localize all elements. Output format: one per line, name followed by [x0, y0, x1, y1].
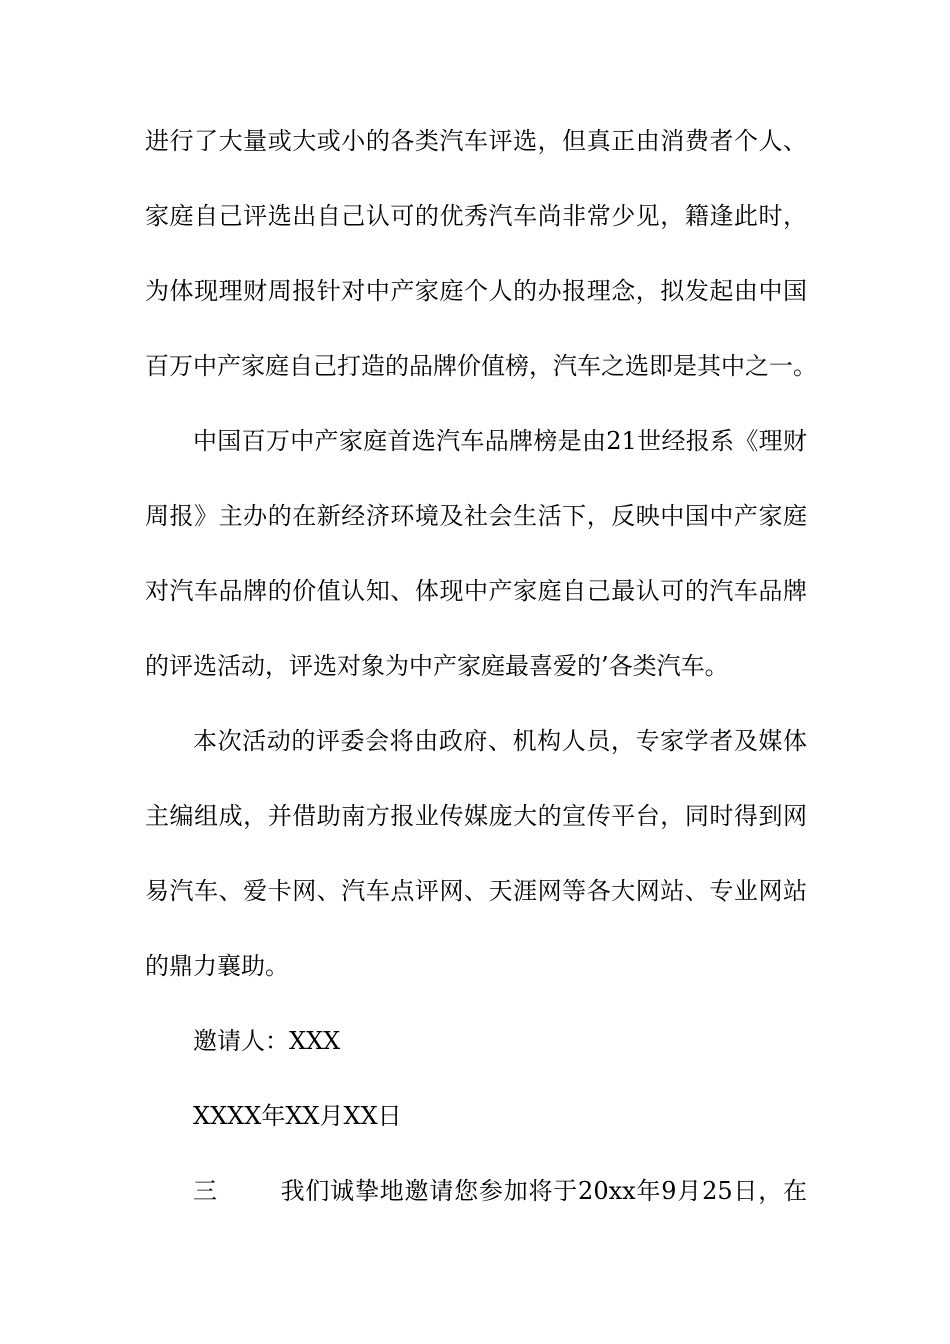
document-body [145, 104, 817, 1229]
date-line: XXXX年XX月XX日 [193, 1102, 402, 1130]
paragraph-3 [145, 704, 807, 1004]
paragraph-line: 主编组成，并借助南方报业传媒庞大的宣传平台，同时得到网 [145, 802, 807, 830]
paragraph-line: 易汽车、爱卡网、汽车点评网、天涯网等各大网站、专业网站 [145, 877, 807, 905]
paragraph-line: 进行了大量或大或小的各类汽车评选，但真正由消费者个人、 [145, 127, 807, 155]
paragraph-line: 家庭自己评选出自己认可的优秀汽车尚非常少见，籍逢此时， [145, 202, 807, 230]
paragraph-line: 周报》主办的在新经济环境及社会生活下，反映中国中产家庭 [145, 502, 807, 530]
paragraph-2 [145, 404, 807, 704]
paragraph-line: 的评选活动，评选对象为中产家庭最喜爱的’各类汽车。 [145, 652, 729, 680]
paragraph-line: 对汽车品牌的价值认知、体现中产家庭自己最认可的汽车品牌 [145, 577, 807, 605]
paragraph-1 [145, 104, 817, 404]
section-line [145, 1154, 807, 1229]
inviter-line: 邀请人：XXX [193, 1027, 341, 1055]
paragraph-line: 本次活动的评委会将由政府、机构人员，专家学者及媒体 [193, 727, 807, 755]
paragraph-line: 为体现理财周报针对中产家庭个人的办报理念，拟发起由中国 [145, 277, 807, 305]
paragraph-line: 中国百万中产家庭首选汽车品牌榜是由21世经报系《理财 [193, 427, 807, 455]
paragraph-line: 的鼎力襄助。 [145, 952, 289, 980]
section-number: 三 [193, 1177, 218, 1205]
section-text: 我们诚挚地邀请您参加将于20xx年9月25日，在 [279, 1177, 808, 1205]
paragraph-line: 百万中产家庭自己打造的品牌价值榜，汽车之选即是其中之一。 [145, 352, 817, 380]
